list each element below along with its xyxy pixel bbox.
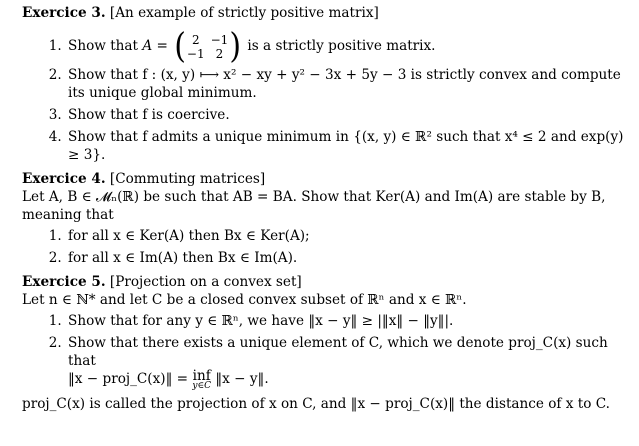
- exercise-4-item-1: 1. for all x ∈ Ker(A) then Bx ∈ Ker(A);: [66, 227, 631, 245]
- exercise-5-intro: Let n ∈ ℕ* and let C be a closed convex subset of ℝⁿ and x ∈ ℝⁿ.: [22, 292, 467, 308]
- exercise-5-outro: proj_C(x) is called the projection of x on C, and ‖x − proj_C(x)‖ the distance of x to C.: [22, 396, 610, 412]
- exercise-4-title: [22, 170, 631, 188]
- exercise-3-item-3: 3. Show that f is coercive.: [66, 106, 631, 124]
- infimum-op: inf: [192, 368, 211, 384]
- exercise-4-intro: Let A, B ∈ 𝓜ₙ(ℝ) be such that AB = BA. Show that Ker(A) and Im(A) are stable by B, meaning that: [22, 189, 606, 223]
- matrix-cell: −1: [210, 32, 229, 47]
- exercise-5-topic: [Projection on a convex set]: [109, 274, 302, 290]
- matrix-left-paren: (: [174, 25, 186, 67]
- infimum-subscript: y∈C: [192, 381, 212, 391]
- exercise-5: [22, 273, 631, 413]
- exercise-5-item-2-text: Show that there exists a unique element of C, which we denote proj_C(x) such that: [68, 335, 608, 369]
- exercise-4-number: Exercice 4.: [22, 171, 106, 187]
- matrix-grid: [186, 33, 229, 61]
- exercise-3-topic: [An example of strictly positive matrix]: [109, 5, 379, 21]
- exercise-3-item-1: [66, 25, 631, 67]
- exercise-3: [22, 4, 631, 164]
- matrix-cell: 2: [215, 46, 224, 61]
- matrix-cell: −1: [186, 46, 205, 61]
- exercise-3-item-4: 4. Show that f admits a unique minimum in {(x, y) ∈ ℝ² such that x⁴ ≤ 2 and exp(y) ≥ 3}.: [66, 128, 631, 164]
- exercise-5-number: Exercice 5.: [22, 274, 106, 290]
- infimum: [192, 370, 211, 391]
- exercise-5-title: [22, 273, 631, 291]
- exercise-5-item-2-eq-pre: ‖x − proj_C(x)‖ =: [68, 371, 193, 387]
- exercise-3-item-1-pre: Show that: [68, 38, 138, 54]
- exercise-5-list: [22, 312, 631, 391]
- exercise-5-item-2-eq-post: ‖x − y‖.: [211, 371, 269, 387]
- exercise-3-number: Exercice 3.: [22, 5, 106, 21]
- exercise-5-item-1: 1. Show that for any y ∈ ℝⁿ, we have ‖x − y‖ ≥ |‖x‖ − ‖y‖|.: [66, 312, 631, 330]
- exercise-3-item-1-post: is a strictly positive matrix.: [243, 38, 436, 54]
- exercise-4-topic: [Commuting matrices]: [109, 171, 266, 187]
- exercise-3-list: [22, 25, 631, 164]
- exercise-3-item-1-var: A: [142, 38, 153, 54]
- exercise-4-item-2: 2. for all x ∈ Im(A) then Bx ∈ Im(A).: [66, 249, 631, 267]
- matrix-cell: 2: [191, 32, 200, 47]
- exercise-3-item-1-eq: =: [152, 38, 173, 54]
- matrix-right-paren: ): [229, 25, 242, 67]
- matrix-a: [174, 25, 242, 67]
- exercise-3-item-2: 2. Show that f : (x, y) ⟼ x² − xy + y² − 3x + 5y − 3 is strictly convex and compute its unique global minimum.: [66, 66, 631, 102]
- exercise-4-list: [22, 227, 631, 267]
- exercise-4: [22, 170, 631, 267]
- exercise-5-item-2: [66, 334, 631, 391]
- exercise-3-title: [22, 4, 631, 22]
